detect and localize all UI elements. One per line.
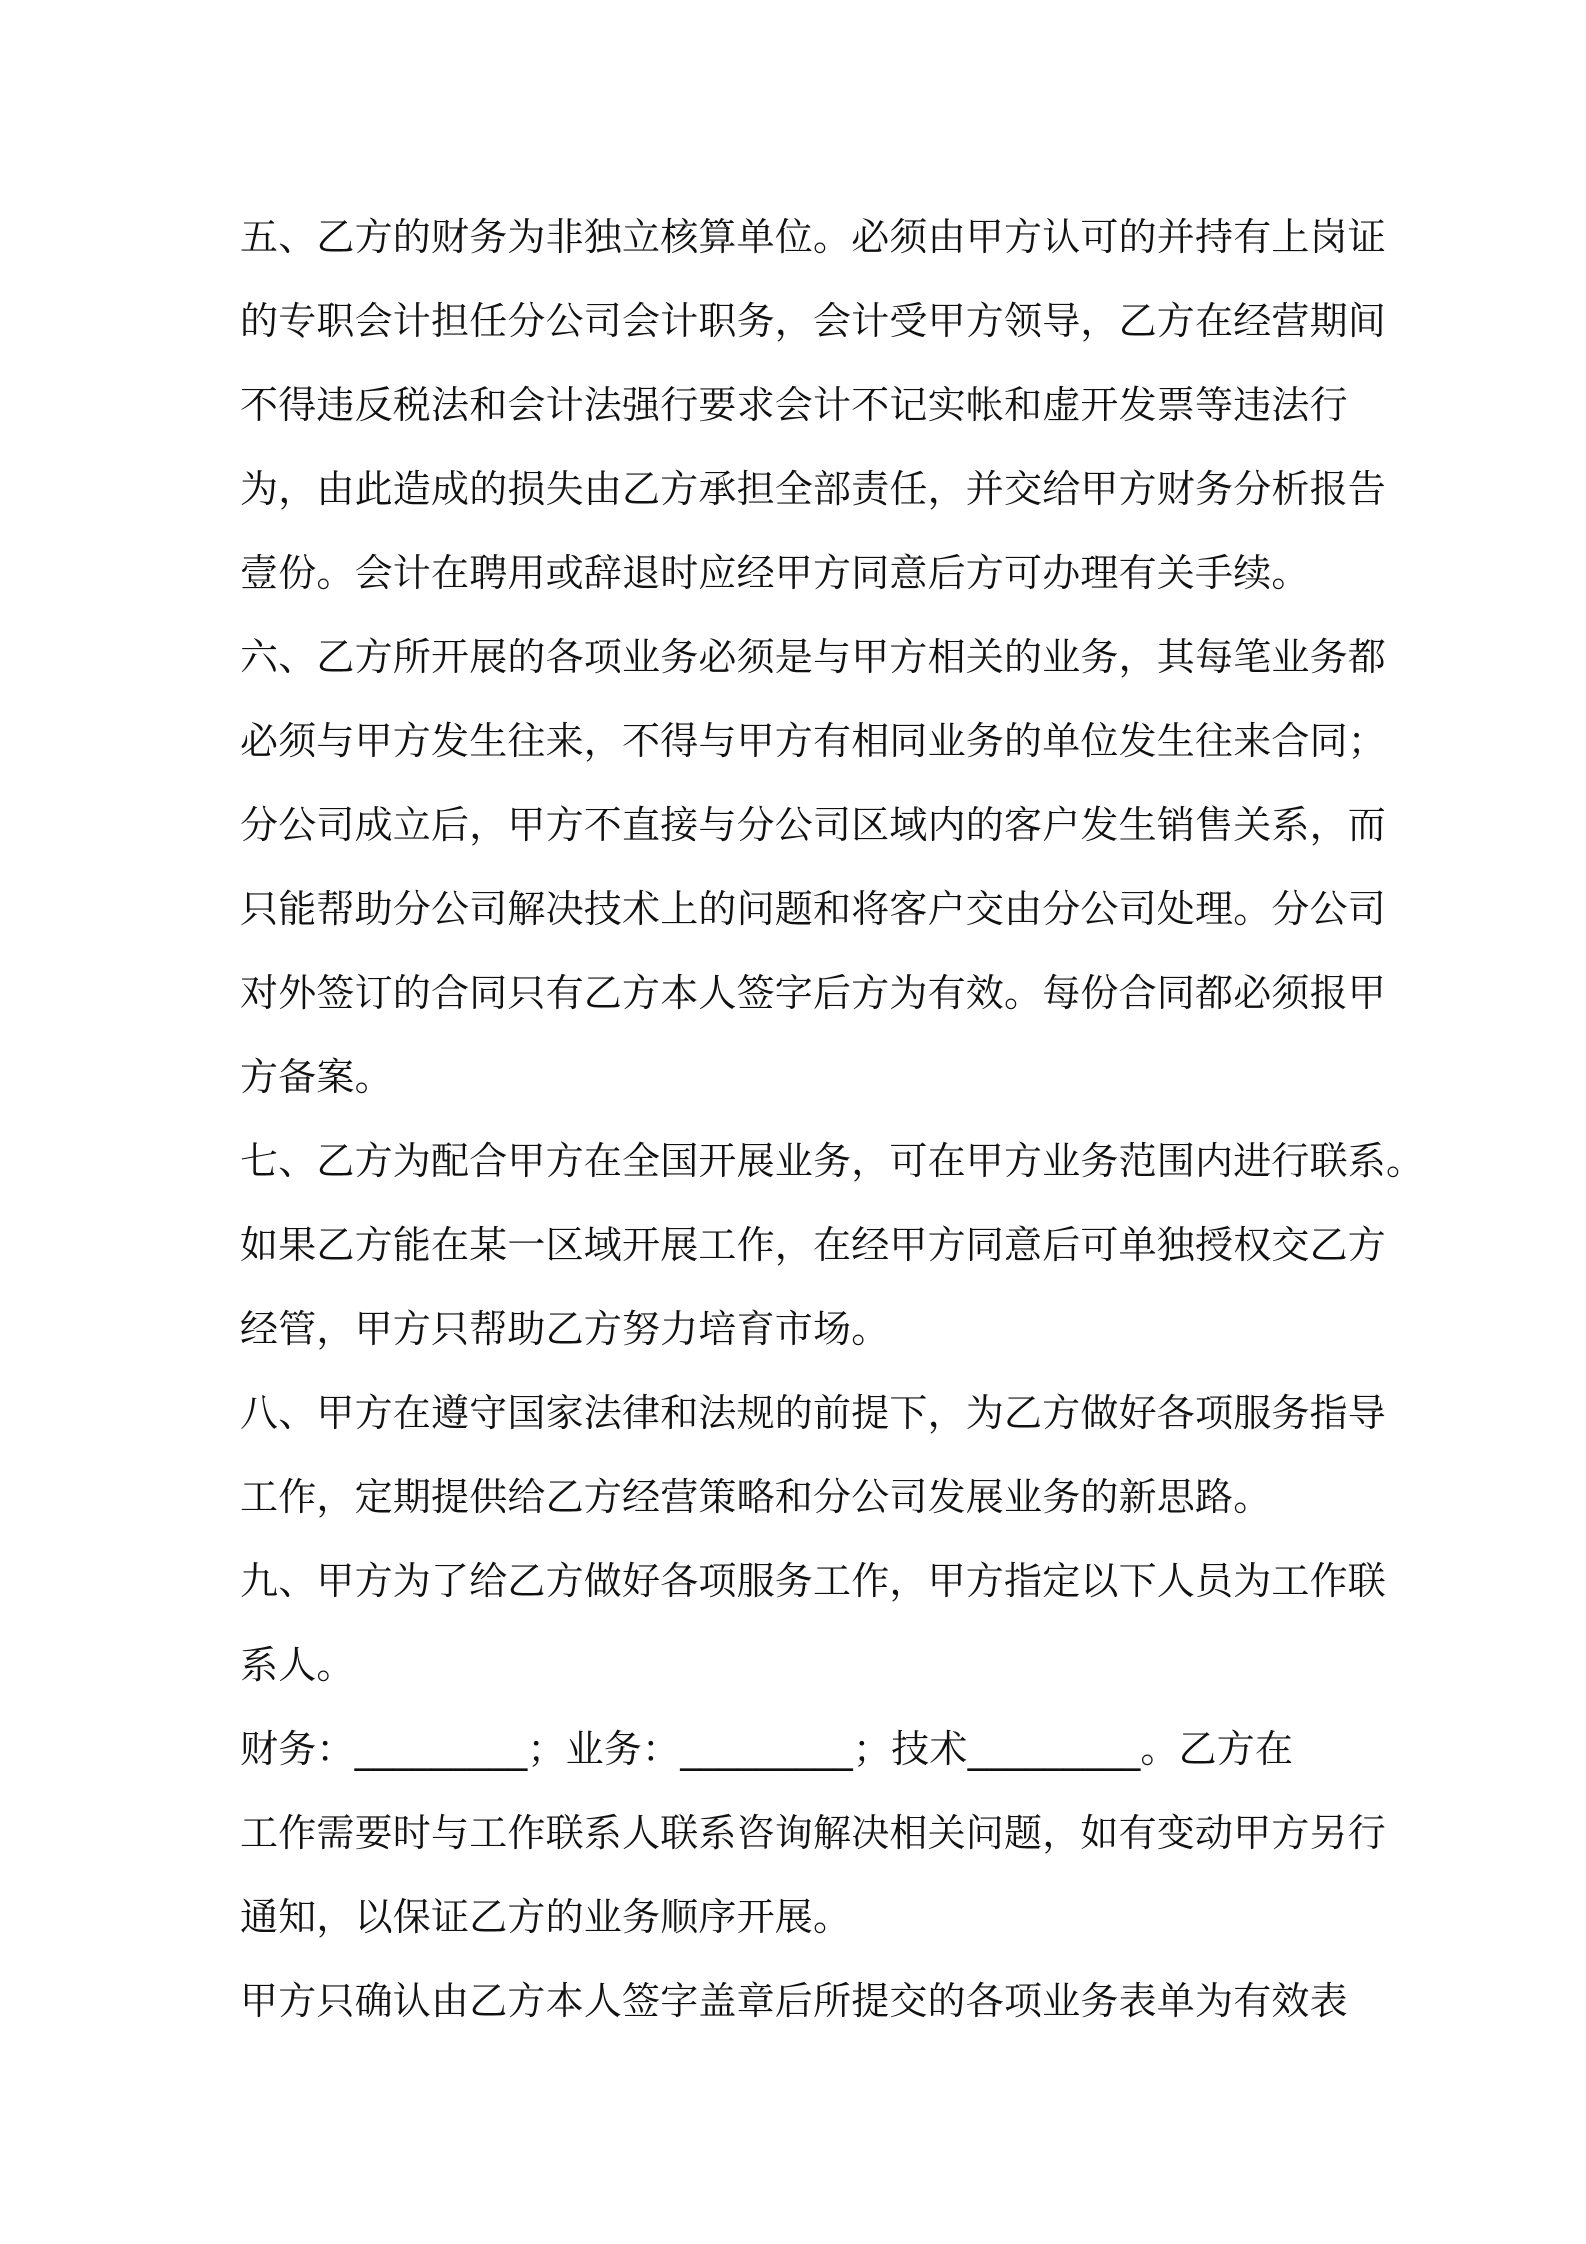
text-line: 如果乙方能在某一区域开展工作，在经甲方同意后可单独授权交乙方 — [240, 1223, 1387, 1267]
text-line: 系人。 — [240, 1643, 355, 1687]
text-line: 必须与甲方发生往来，不得与甲方有相同业务的单位发生往来合同； — [240, 719, 1387, 763]
text-line: 七、乙方为配合甲方在全国开展业务，可在甲方业务范围内进行联系。 — [240, 1139, 1425, 1183]
text-line: 壹份。会计在聘用或辞退时应经甲方同意后方可办理有关手续。 — [240, 551, 1310, 595]
text-line: 财务：_________；业务：_________；技术_________。乙方在 — [240, 1727, 1294, 1771]
text-line: 五、乙方的财务为非独立核算单位。必须由甲方认可的并持有上岗证 — [240, 215, 1387, 259]
text-line: 甲方只确认由乙方本人签字盖章后所提交的各项业务表单为有效表 — [240, 1979, 1348, 2023]
text-line: 对外签订的合同只有乙方本人签字后方为有效。每份合同都必须报甲 — [240, 971, 1387, 1015]
text-line: 的专职会计担任分公司会计职务，会计受甲方领导，乙方在经营期间 — [240, 299, 1387, 343]
text-line: 九、甲方为了给乙方做好各项服务工作，甲方指定以下人员为工作联 — [240, 1559, 1387, 1603]
text-line: 六、乙方所开展的各项业务必须是与甲方相关的业务，其每笔业务都 — [240, 635, 1387, 679]
text-line: 工作，定期提供给乙方经营策略和分公司发展业务的新思路。 — [240, 1475, 1272, 1519]
text-line: 经管，甲方只帮助乙方努力培育市场。 — [240, 1307, 890, 1351]
text-line: 工作需要时与工作联系人联系咨询解决相关问题，如有变动甲方另行 — [240, 1811, 1387, 1855]
text-line: 方备案。 — [240, 1055, 393, 1099]
text-line: 八、甲方在遵守国家法律和法规的前提下，为乙方做好各项服务指导 — [240, 1391, 1387, 1435]
text-line: 分公司成立后，甲方不直接与分公司区域内的客户发生销售关系，而 — [240, 803, 1387, 847]
document-body — [240, 195, 1425, 2043]
text-line: 不得违反税法和会计法强行要求会计不记实帐和虚开发票等违法行 — [240, 383, 1348, 427]
text-line: 通知，以保证乙方的业务顺序开展。 — [240, 1895, 852, 1939]
text-line: 只能帮助分公司解决技术上的问题和将客户交由分公司处理。分公司 — [240, 887, 1387, 931]
text-line: 为，由此造成的损失由乙方承担全部责任，并交给甲方财务分析报告 — [240, 467, 1387, 511]
